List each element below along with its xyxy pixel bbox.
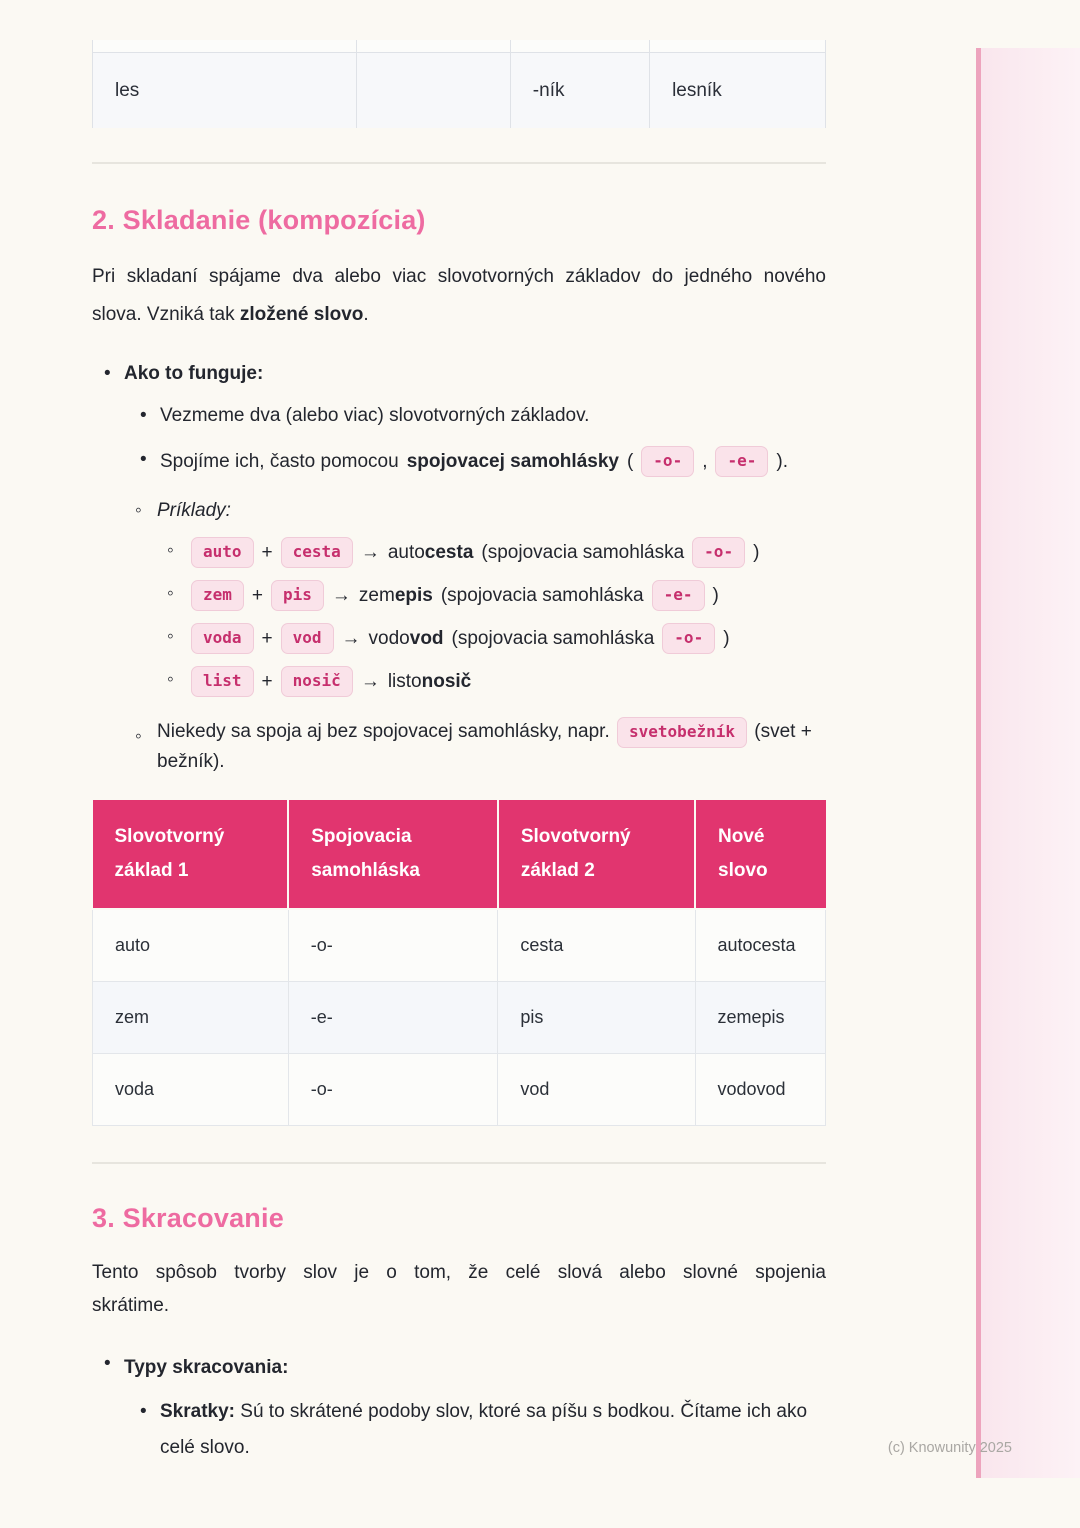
table-header-cell: Slovotvorný základ 2 [498, 800, 695, 909]
code-badge: auto [191, 537, 254, 568]
arrow-icon: → [341, 627, 361, 649]
section-divider [92, 1162, 826, 1164]
code-badge: -o- [662, 623, 715, 654]
arrow-icon: → [360, 670, 380, 692]
table-row [93, 982, 826, 1054]
table-cell [356, 53, 510, 129]
paragraph-line: Tento spôsob tvorby slov je o tom, že celé slová alebo slovné spojenia [92, 1262, 826, 1283]
bullet-icon [140, 446, 160, 474]
arrow-icon: → [360, 541, 380, 563]
paragraph-line: skrátime. [92, 1295, 170, 1316]
list-item: ◦ Niekedy sa spoja aj bez spojovacej samohlásky, napr. svetobežník (svet + bežník). [92, 717, 826, 776]
table-cell: vod [498, 1054, 695, 1126]
table-header-cell: Slovotvorný základ 1 [93, 800, 289, 909]
table-cell: cesta [498, 909, 695, 982]
table-cell: lesník [650, 53, 826, 129]
arrow-icon: → [331, 584, 351, 606]
circle-bullet-icon [135, 497, 157, 525]
section-divider [92, 162, 826, 164]
section2-intro-paragraph [92, 258, 826, 334]
intro-line: slova. Vzniká tak zložené slovo. [92, 304, 369, 325]
section3-paragraph [92, 1256, 826, 1322]
section2-heading: 2. Skladanie (kompozícia) [92, 205, 426, 235]
circle-bullet-icon [135, 717, 157, 757]
circle-bullet-icon [167, 537, 191, 565]
table-cell: -ník [510, 53, 649, 129]
code-badge: -e- [652, 580, 705, 611]
example-item: ◦ auto + cesta → autocesta (spojovacia samohláska -o- ) [92, 537, 826, 568]
code-badge: zem [191, 580, 244, 611]
right-decoration-stripe [976, 48, 1080, 1478]
list-item: • Ako to funguje: [92, 360, 826, 388]
list-item: • Skratky: Sú to skrátené podoby slov, ktoré sa píšu s bodkou. Čítame ich ako celé slovo. [92, 1394, 826, 1466]
table-cell: -o- [288, 909, 498, 982]
example-item: ◦ zem + pis → zemepis (spojovacia samohláska -e- ) [92, 580, 826, 611]
code-badge: voda [191, 623, 254, 654]
table-cell: -e- [288, 982, 498, 1054]
code-badge: pis [271, 580, 324, 611]
table-row [93, 40, 826, 53]
table-row [93, 53, 826, 129]
intro-line: Pri skladaní spájame dva alebo viac slovotvorných základov do jedného nového [92, 266, 826, 287]
suffix-table-cut [92, 40, 826, 128]
code-badge: svetobežník [617, 717, 747, 748]
code-badge: -o- [692, 537, 745, 568]
code-badge: nosič [281, 666, 353, 697]
list-item: • Typy skracovania: [92, 1350, 826, 1386]
table-cell: pis [498, 982, 695, 1054]
bullet-icon [140, 402, 160, 430]
table-cell: autocesta [695, 909, 826, 982]
suffix-table [92, 40, 826, 128]
list-item: • Vezmeme dva (alebo viac) slovotvorných základov. [92, 402, 826, 430]
example-item: ◦ voda + vod → vodovod (spojovacia samohláska -o- ) [92, 623, 826, 654]
table-header-cell: Nové slovo [695, 800, 826, 909]
skracovanie-list [92, 1350, 826, 1466]
table-cell: zemepis [695, 982, 826, 1054]
list-item: • Spojíme ich, často pomocou spojovacej samohlásky ( -o- , -e- ). [92, 446, 826, 477]
bullet-icon [104, 1350, 124, 1378]
code-badge: -o- [641, 446, 694, 477]
code-badge: list [191, 666, 254, 697]
table-cell: zem [93, 982, 289, 1054]
how-it-works-list [92, 360, 826, 776]
composition-table [92, 800, 826, 1126]
table-row [93, 909, 826, 982]
list-item: ◦ Príklady: [92, 497, 826, 525]
table-row [93, 1054, 826, 1126]
bullet-icon [104, 360, 124, 388]
code-badge: vod [281, 623, 334, 654]
circle-bullet-icon [167, 623, 191, 651]
table-header-row [93, 800, 826, 909]
document-content [92, 0, 826, 1482]
circle-bullet-icon [167, 666, 191, 694]
section3-heading: 3. Skracovanie [92, 1203, 284, 1233]
code-badge: -e- [715, 446, 768, 477]
circle-bullet-icon [167, 580, 191, 608]
table-header-cell: Spojovacia samohláska [288, 800, 498, 909]
table-cell: auto [93, 909, 289, 982]
code-badge: cesta [281, 537, 353, 568]
table-cell: vodovod [695, 1054, 826, 1126]
copyright-text: (c) Knowunity 2025 [887, 1440, 1012, 1456]
bullet-icon [140, 1394, 160, 1430]
table-cell: les [93, 53, 357, 129]
table-cell: voda [93, 1054, 289, 1126]
table-cell: -o- [288, 1054, 498, 1126]
example-item: ◦ list + nosič → listonosič [92, 666, 826, 697]
